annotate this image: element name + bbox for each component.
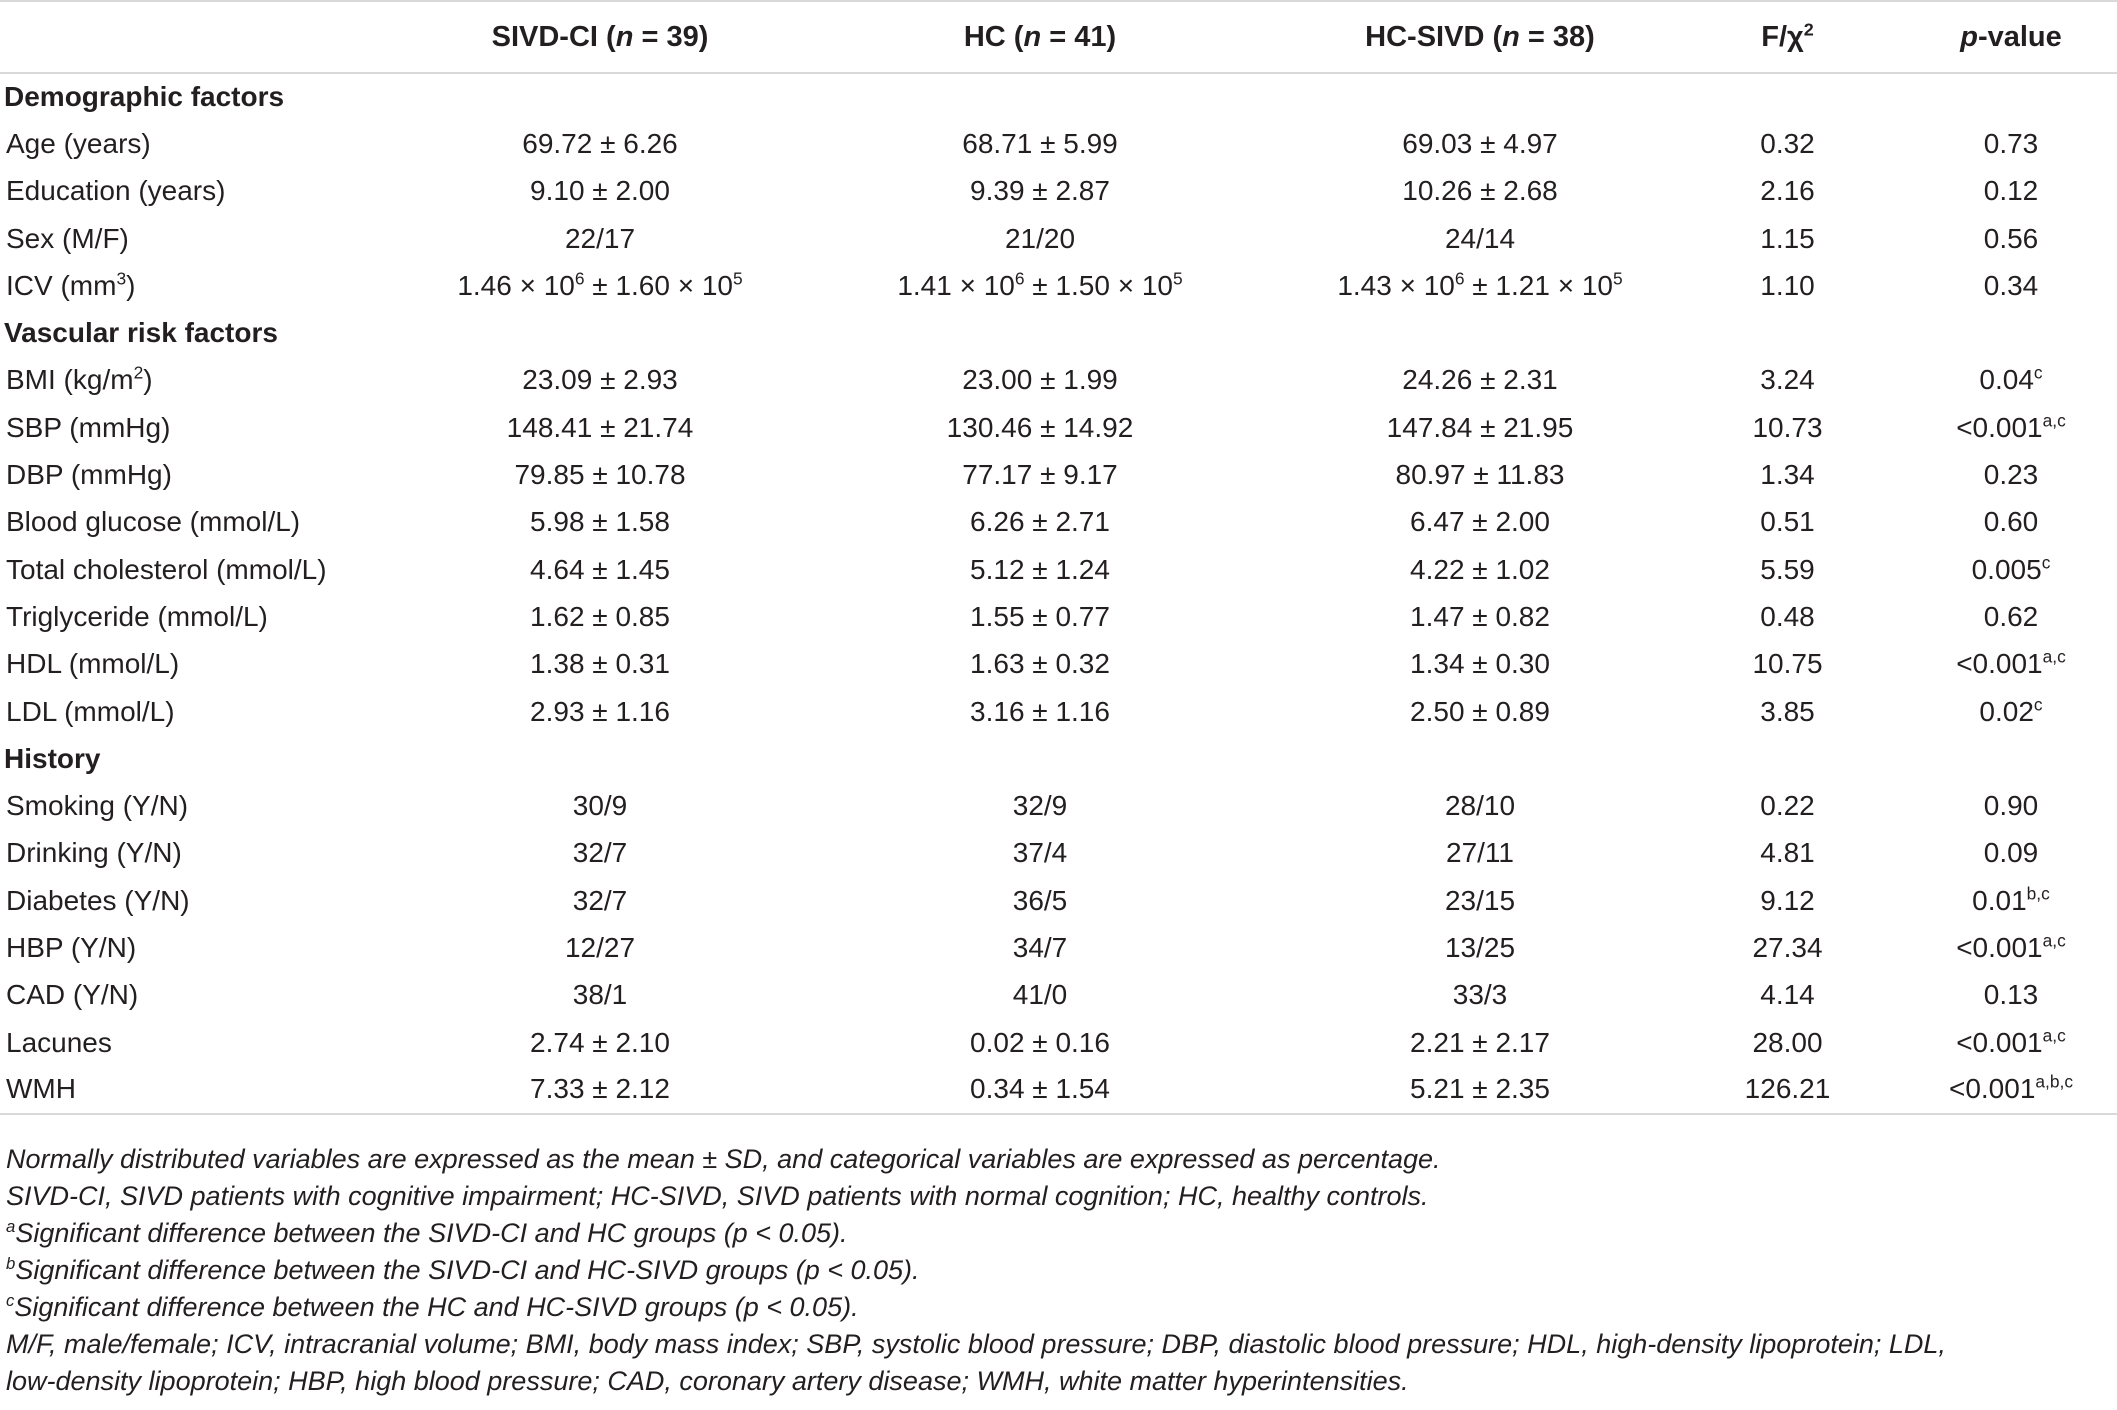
cell-hc: 23.00 ± 1.99: [962, 364, 1118, 396]
cell-hc-sivd: 10.26 ± 2.68: [1402, 175, 1558, 207]
table-row-dbp: [0, 451, 2117, 498]
cell-hc-sivd: 147.84 ± 21.95: [1386, 411, 1574, 443]
row-label: CAD (Y/N): [6, 979, 139, 1011]
cell-sivd-ci: 1.38 ± 0.31: [530, 648, 670, 680]
cell-hc-sivd: 1.47 ± 0.82: [1410, 600, 1550, 632]
cell-f: 27.34: [1752, 931, 1823, 963]
cell-p: $<0.001^{a,c}$: [1956, 410, 2066, 443]
cell-sivd-ci: 30/9: [572, 790, 628, 822]
cell-sivd-ci: 2.93 ± 1.16: [530, 695, 670, 727]
cell-hc: 68.71 ± 5.99: [962, 127, 1118, 159]
table-row-education: [0, 168, 2117, 215]
table-row-bmi: [0, 357, 2117, 404]
cell-hc-sivd: 6.47 ± 2.00: [1410, 506, 1550, 538]
cell-hc: 77.17 ± 9.17: [962, 459, 1118, 491]
cell-hc: 0.34 ± 1.54: [970, 1073, 1110, 1105]
header-row: [0, 1, 2117, 73]
cell-hc-sivd: 24.26 ± 2.31: [1402, 364, 1558, 396]
cell-hc: 0.02 ± 0.16: [970, 1026, 1110, 1058]
cell-f: 5.59: [1760, 553, 1815, 585]
cell-sivd-ci: 9.10 ± 2.00: [530, 175, 670, 207]
row-label: Total cholesterol (mmol/L): [6, 553, 327, 585]
cell-f: 0.48: [1760, 600, 1815, 632]
cell-p: 0.56: [1983, 222, 2039, 254]
cell-p: $<0.001^{a,c}$: [1956, 930, 2066, 963]
note-abbreviations-1: M/F, male/female; ICV, intracranial volume; BMI, body mass index; SBP, systolic blood pressure; DBP, diastolic blood pressure; HDL, high-density lipoprotein; LDL,: [6, 1329, 1946, 1359]
cell-hc: 1.63 ± 0.32: [970, 648, 1110, 680]
cell-p: 0.23: [1983, 459, 2039, 491]
cell-p: 0.62: [1983, 600, 2039, 632]
cell-f: 10.73: [1752, 411, 1823, 443]
section-row-history: History: [4, 742, 101, 774]
cell-f: 0.22: [1760, 790, 1815, 822]
cell-hc-sivd: 33/3: [1452, 979, 1508, 1011]
cell-hc: 9.39 ± 2.87: [970, 175, 1110, 207]
cell-p: $<0.001^{a,c}$: [1956, 1025, 2066, 1058]
cell-sivd-ci: 5.98 ± 1.58: [530, 506, 670, 538]
row-label: Drinking (Y/N): [6, 837, 182, 869]
table-row-cholesterol: [0, 546, 2117, 593]
cell-f: 4.81: [1760, 837, 1815, 869]
cell-sivd-ci: 79.85 ± 10.78: [514, 459, 686, 491]
row-label: Education (years): [6, 175, 226, 207]
table-row-triglyceride: [0, 593, 2117, 640]
cell-hc-sivd: 1.34 ± 0.30: [1410, 648, 1550, 680]
row-label: Diabetes (Y/N): [6, 884, 190, 916]
cell-hc: 6.26 ± 2.71: [970, 506, 1110, 538]
row-label: HBP (Y/N): [6, 931, 137, 963]
footnote-b: $^b$Significant difference between the SIVD-CI and HC-SIVD groups (p < 0.05).: [6, 1254, 920, 1285]
cell-sivd-ci: 2.74 ± 2.10: [530, 1026, 670, 1058]
cell-f: 3.24: [1760, 364, 1815, 396]
cell-sivd-ci: 32/7: [572, 837, 628, 869]
cell-p: 0.90: [1983, 790, 2039, 822]
cell-f: 1.34: [1760, 459, 1815, 491]
header-sivd-ci: SIVD-CI (n = 39): [491, 20, 709, 53]
cell-hc-sivd: 69.03 ± 4.97: [1402, 127, 1558, 159]
row-label: HDL (mmol/L): [6, 648, 180, 680]
row-label: SBP (mmHg): [6, 411, 171, 443]
cell-p: 0.12: [1983, 175, 2039, 207]
row-label: Sex (M/F): [6, 222, 129, 254]
cell-f: 10.75: [1752, 648, 1823, 680]
section-row-vascular: Vascular risk factors: [4, 317, 278, 349]
cell-hc-sivd: 5.21 ± 2.35: [1410, 1073, 1550, 1105]
cell-hc: 32/9: [1012, 790, 1068, 822]
cell-f: 0.51: [1760, 506, 1815, 538]
cell-sivd-ci: 22/17: [564, 222, 636, 254]
row-label: BMI $(kg/m^2)$: [6, 363, 153, 396]
cell-f: 9.12: [1760, 884, 1815, 916]
cell-hc-sivd: $1.43 \times 10^6 \pm 1.21 \times 10^5$: [1337, 268, 1623, 301]
table-footnotes: [6, 1141, 2106, 1400]
cell-f: 0.32: [1760, 127, 1815, 159]
cell-sivd-ci: 69.72 ± 6.26: [522, 127, 678, 159]
cell-hc: 37/4: [1012, 837, 1068, 869]
cell-hc: 41/0: [1012, 979, 1068, 1011]
cell-p: 0.04$^c$: [1979, 363, 2043, 396]
footnote-a: $^a$Significant difference between the SIVD-CI and HC groups (p < 0.05).: [6, 1217, 848, 1248]
cell-f: 2.16: [1760, 175, 1815, 207]
cell-hc: 1.55 ± 0.77: [970, 600, 1110, 632]
cell-hc: 21/20: [1004, 222, 1076, 254]
note-distribution: Normally distributed variables are expressed as the mean ± SD, and categorical variables are expressed as percentage.: [6, 1144, 1441, 1174]
cell-p: $<0.001^{a,c}$: [1956, 646, 2066, 680]
cell-f: 3.85: [1760, 695, 1815, 727]
row-label: WMH: [6, 1073, 76, 1105]
table-row-hbp: [0, 924, 2117, 971]
row-label: Smoking (Y/N): [6, 790, 189, 822]
row-label: Age (years): [6, 127, 151, 159]
cell-f: 1.15: [1760, 222, 1815, 254]
cell-hc-sivd: 80.97 ± 11.83: [1395, 459, 1565, 491]
cell-hc-sivd: 13/25: [1444, 931, 1516, 963]
section-row-demographic: Demographic factors: [4, 81, 285, 113]
header-hc: HC (n = 41): [963, 20, 1117, 53]
table-row-age: [0, 120, 2117, 167]
cell-hc: 130.46 ± 14.92: [946, 411, 1134, 443]
table-row-lacunes: [0, 1019, 2117, 1066]
header-f-chi2: $F/\chi^2$: [1761, 18, 1814, 53]
header-empty-cell: [0, 1, 410, 73]
cell-p: $<0.001^{a,b,c}$: [1948, 1072, 2074, 1105]
cell-p: 0.02$^c$: [1979, 694, 2043, 727]
note-group-definitions: SIVD-CI, SIVD patients with cognitive impairment; HC-SIVD, SIVD patients with normal cognition; HC, healthy controls.: [6, 1181, 1429, 1211]
cell-hc: 3.16 ± 1.16: [970, 695, 1110, 727]
cell-hc-sivd: 23/15: [1444, 884, 1516, 916]
row-label: Blood glucose (mmol/L): [6, 506, 301, 538]
cell-f: 126.21: [1744, 1073, 1831, 1105]
table-row-drinking: [0, 830, 2117, 877]
cell-hc-sivd: 2.21 ± 2.17: [1410, 1026, 1550, 1058]
table-row-hdl: [0, 641, 2117, 688]
cell-hc: 5.12 ± 1.24: [970, 553, 1110, 585]
cell-sivd-ci: 32/7: [572, 884, 628, 916]
row-label: Triglyceride (mmol/L): [6, 600, 268, 632]
row-label: ICV $(mm^3)$: [6, 268, 136, 301]
cell-f: 4.14: [1760, 979, 1815, 1011]
cell-hc: 34/7: [1012, 931, 1068, 963]
cell-p: 0.34: [1983, 269, 2039, 301]
table-row-sbp: [0, 404, 2117, 451]
cell-f: 1.10: [1760, 269, 1815, 301]
table-row-smoking: [0, 782, 2117, 829]
cell-hc: $1.41 \times 10^6 \pm 1.50 \times 10^5$: [897, 268, 1183, 301]
cell-p: 0.73: [1983, 127, 2039, 159]
header-p-value: p-value: [1960, 20, 2062, 53]
table-row-ldl: [0, 688, 2117, 735]
row-label: LDL (mmol/L): [6, 695, 175, 727]
header-hc-sivd: HC-SIVD (n = 38): [1365, 20, 1595, 53]
cell-p: 0.09: [1983, 837, 2039, 869]
cell-hc-sivd: 2.50 ± 0.89: [1410, 695, 1550, 727]
cell-sivd-ci: 38/1: [572, 979, 628, 1011]
cell-f: 28.00: [1752, 1026, 1823, 1058]
cell-hc-sivd: 28/10: [1444, 790, 1516, 822]
cell-hc-sivd: 24/14: [1444, 222, 1516, 254]
cell-sivd-ci: 1.62 ± 0.85: [530, 600, 670, 632]
cell-hc-sivd: 4.22 ± 1.02: [1410, 553, 1550, 585]
table-row-glucose: [0, 499, 2117, 546]
table-row-icv: [0, 262, 2117, 309]
cell-sivd-ci: 4.64 ± 1.45: [530, 553, 670, 585]
cell-sivd-ci: 12/27: [564, 931, 636, 963]
row-label: Lacunes: [6, 1026, 112, 1058]
table-row-wmh: [0, 1066, 2117, 1113]
cell-p: 0.13: [1983, 979, 2039, 1011]
cell-sivd-ci: $1.46 \times 10^6 \pm 1.60 \times 10^5$: [457, 268, 743, 301]
table-row-sex: [0, 215, 2117, 262]
row-label: DBP (mmHg): [6, 459, 172, 491]
note-abbreviations-2: low-density lipoprotein; HBP, high blood pressure; CAD, coronary artery disease; WMH, white matter hyperintensities.: [6, 1366, 1409, 1396]
cell-sivd-ci: 7.33 ± 2.12: [530, 1073, 670, 1105]
cell-p: 0.005$^c$: [1971, 552, 2051, 585]
footnote-c: $^c$Significant difference between the HC and HC-SIVD groups (p < 0.05).: [6, 1291, 859, 1322]
cell-sivd-ci: 148.41 ± 21.74: [506, 411, 694, 443]
cell-hc-sivd: 27/11: [1446, 837, 1514, 869]
table-row-cad: [0, 972, 2117, 1019]
cell-p: 0.01$^{b,c}$: [1972, 883, 2050, 916]
table-row-diabetes: [0, 877, 2117, 924]
cell-hc: 36/5: [1012, 884, 1068, 916]
cell-sivd-ci: 23.09 ± 2.93: [522, 364, 678, 396]
cell-p: 0.60: [1983, 506, 2039, 538]
